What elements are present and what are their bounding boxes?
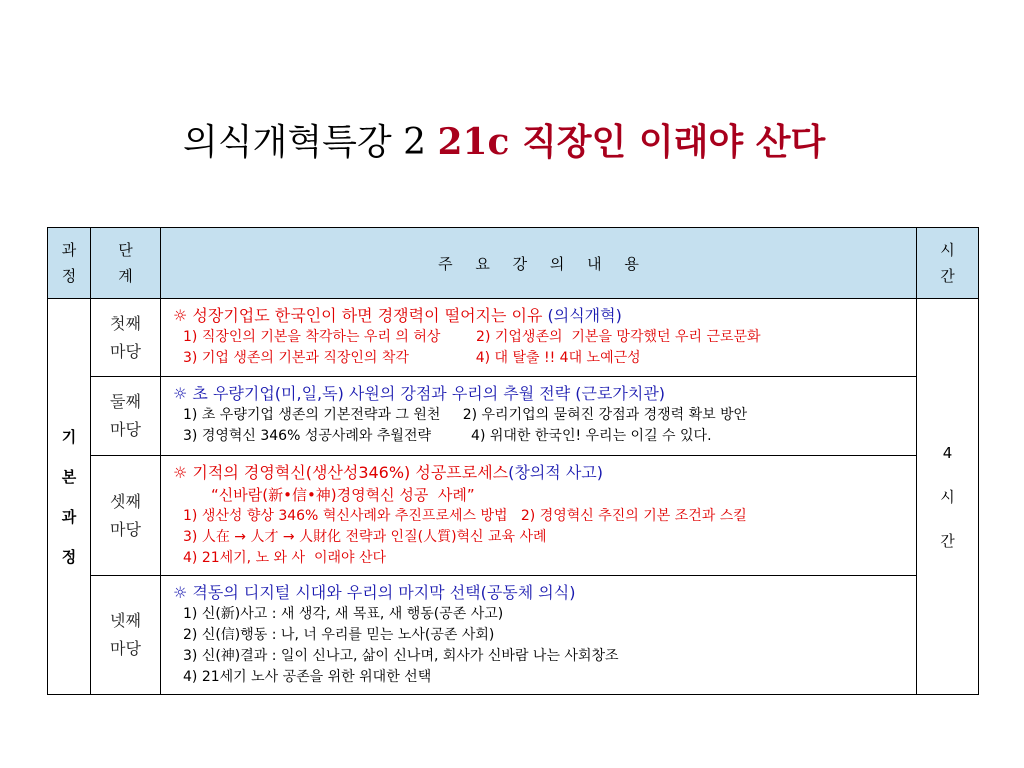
course-label: 기 본 과 정 bbox=[48, 299, 91, 695]
content-heading: ☼ 초 우량기업(미,일,독) 사원의 강점과 우리의 추월 전략 (근로가치관) bbox=[173, 384, 666, 403]
content-cell bbox=[161, 299, 917, 377]
table-row bbox=[48, 576, 979, 695]
header-stage: 단 계 bbox=[91, 228, 161, 299]
stage-cell: 셋째 마당 bbox=[91, 456, 161, 576]
content-item: 3) 신(神)결과 : 일이 신나고, 삶이 신나며, 회사가 신바람 나는 사회창조 bbox=[183, 648, 619, 664]
content-heading: ☼ 기적의 경영혁신(생산성346%) 성공프로세스(창의적 사고) bbox=[173, 463, 603, 482]
content-item: 1) 직장인의 기본을 착각하는 우리 의 허상 2) 기업생존의 기본을 망각했던 우리 근로문화 bbox=[183, 329, 761, 345]
slide-title bbox=[183, 118, 873, 167]
content-cell bbox=[161, 456, 917, 576]
table-row bbox=[48, 377, 979, 456]
content-item: 1) 초 우량기업 생존의 기본전략과 그 원천 2) 우리기업의 묻혀진 강점과 경쟁력 확보 방안 bbox=[183, 407, 748, 423]
content-heading: ☼ 격동의 디지털 시대와 우리의 마지막 선택(공동체 의식) bbox=[173, 583, 576, 602]
table-header-row bbox=[48, 228, 979, 299]
curriculum-table bbox=[47, 227, 979, 695]
stage-cell: 넷째 마당 bbox=[91, 576, 161, 695]
table-row bbox=[48, 299, 979, 377]
content-item: 3) 人在 → 人才 → 人財化 전략과 인질(人質)혁신 교육 사례 bbox=[183, 529, 547, 545]
time-label: 4 시 간 bbox=[917, 299, 979, 695]
content-item: 4) 21세기 노사 공존을 위한 위대한 선택 bbox=[183, 669, 432, 685]
title-accent: 21c 직장인 이래야 산다 bbox=[437, 121, 826, 163]
content-item: 4) 21세기, 노 와 사 이래야 산다 bbox=[183, 550, 387, 566]
content-cell bbox=[161, 576, 917, 695]
content-item: 3) 기업 생존의 기본과 직장인의 착각 4) 대 탈출 !! 4대 노예근성 bbox=[183, 350, 641, 366]
content-heading: ☼ 성장기업도 한국인이 하면 경쟁력이 떨어지는 이유 (의식개혁) bbox=[173, 306, 622, 325]
header-content: 주 요 강 의 내 용 bbox=[161, 228, 917, 299]
content-cell bbox=[161, 377, 917, 456]
title-prefix: 의식개혁특강 2 bbox=[183, 122, 438, 163]
content-subtitle: “신바람(新•信•神)경영혁신 성공 사례” bbox=[211, 486, 475, 504]
header-course: 과 정 bbox=[48, 228, 91, 299]
stage-cell: 둘째 마당 bbox=[91, 377, 161, 456]
content-item: 1) 생산성 향상 346% 혁신사례와 추진프로세스 방법 2) 경영혁신 추진의 기본 조건과 스킬 bbox=[183, 508, 747, 524]
header-time: 시 간 bbox=[917, 228, 979, 299]
stage-cell: 첫째 마당 bbox=[91, 299, 161, 377]
content-item: 1) 신(新)사고 : 새 생각, 새 목표, 새 행동(공존 사고) bbox=[183, 606, 504, 622]
table-row bbox=[48, 456, 979, 576]
content-item: 2) 신(信)행동 : 나, 너 우리를 믿는 노사(공존 사회) bbox=[183, 627, 495, 643]
content-item: 3) 경영혁신 346% 성공사례와 추월전략 4) 위대한 한국인! 우리는 이길 수 있다. bbox=[183, 428, 712, 444]
